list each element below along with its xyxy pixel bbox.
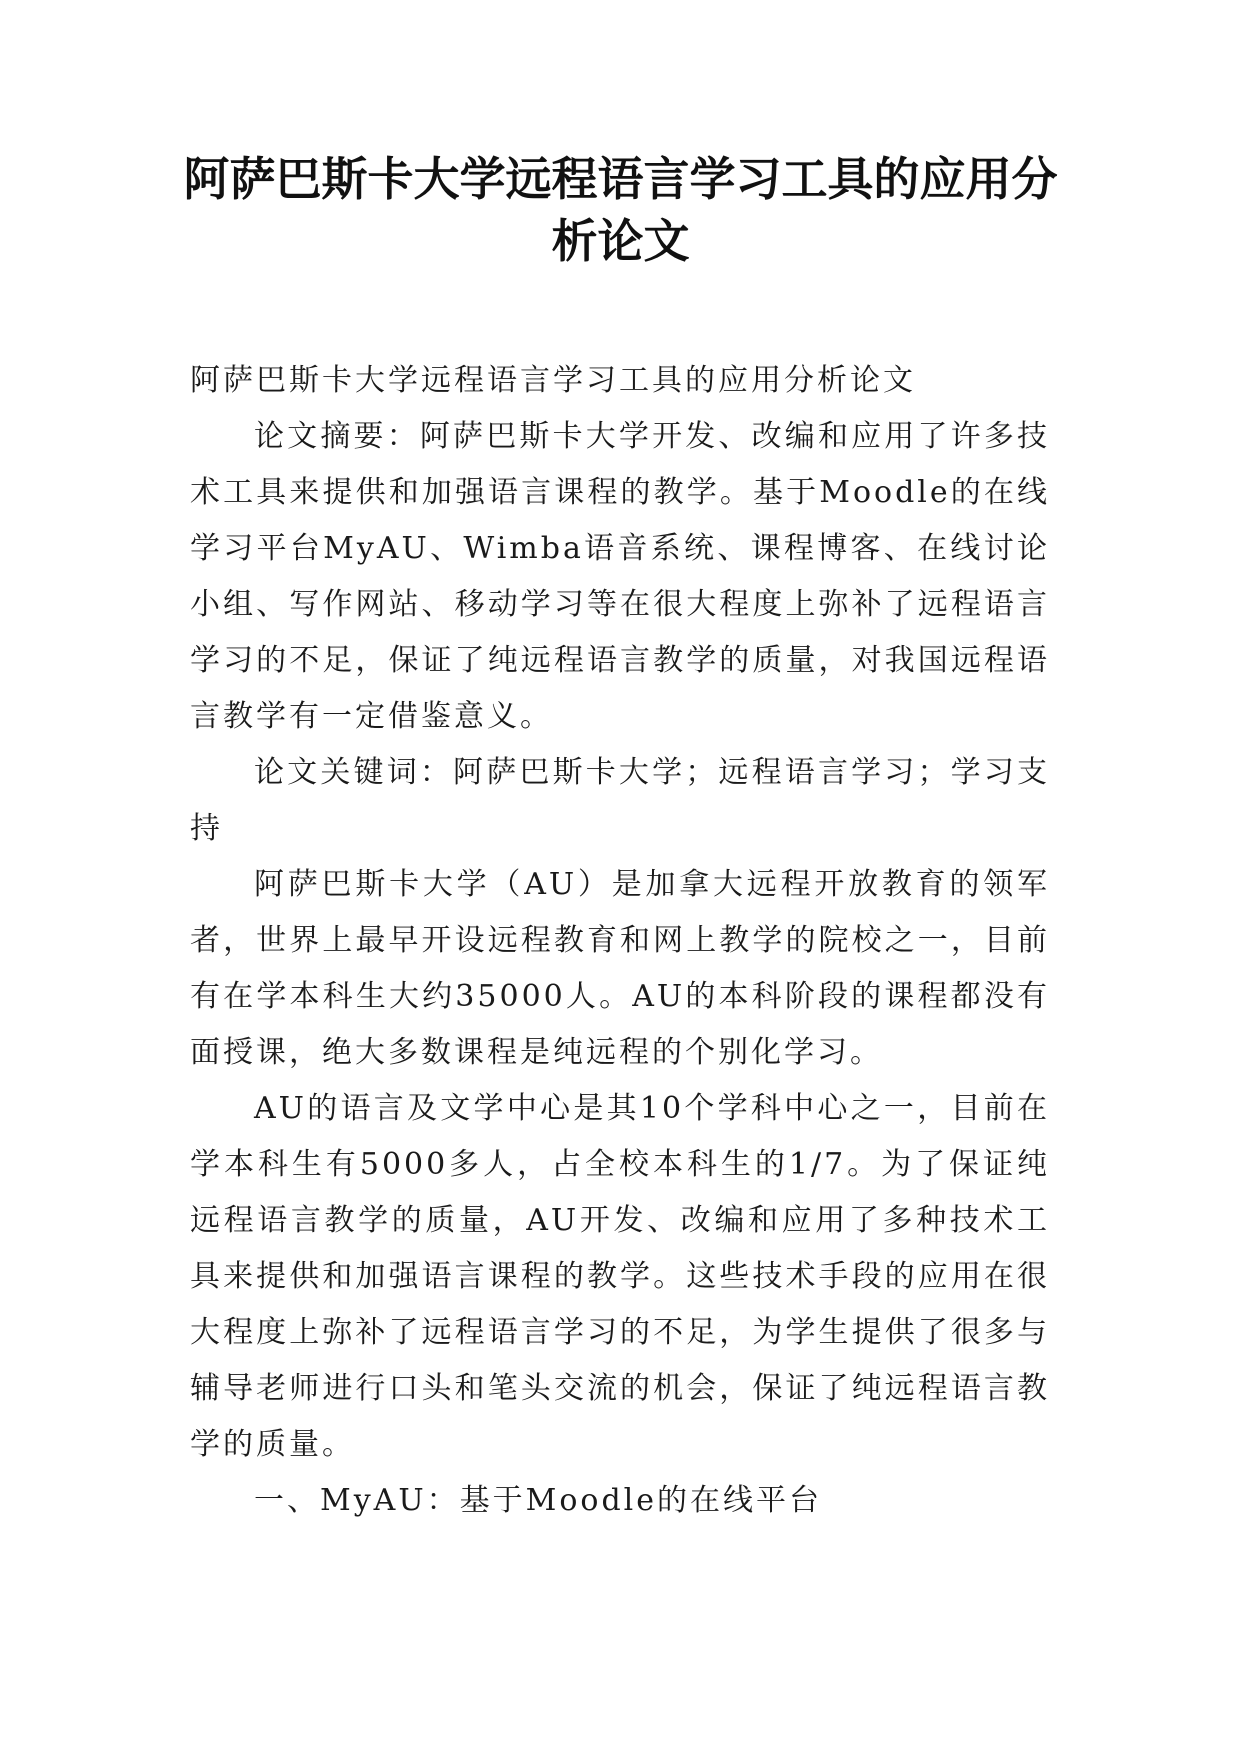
keywords-paragraph: 论文关键词：阿萨巴斯卡大学；远程语言学习；学习支持: [190, 755, 1050, 846]
document-body: [190, 353, 1050, 1529]
language-center-paragraph: AU的语言及文学中心是其10个学科中心之一，目前在学本科生有5000多人，占全校本科生的1/7。为了保证纯远程语言教学的质量，AU开发、改编和应用了多种技术工具来提供和加强语言课程的教学。这些技术手段的应用在很大程度上弥补了远程语言学习的不足，为学生提供了很多与辅导老师进行口头和笔头交流的机会，保证了纯远程语言教学的质量。: [190, 1091, 1050, 1462]
abstract-paragraph: 论文摘要：阿萨巴斯卡大学开发、改编和应用了许多技术工具来提供和加强语言课程的教学。基于Moodle的在线学习平台MyAU、Wimba语音系统、课程博客、在线讨论小组、写作网站、移动学习等在很大程度上弥补了远程语言学习的不足，保证了纯远程语言教学的质量，对我国远程语言教学有一定借鉴意义。: [190, 419, 1050, 734]
intro-paragraph: 阿萨巴斯卡大学（AU）是加拿大远程开放教育的领军者，世界上最早开设远程教育和网上教学的院校之一，目前有在学本科生大约35000人。AU的本科阶段的课程都没有面授课，绝大多数课程是纯远程的个别化学习。: [190, 867, 1050, 1070]
subtitle-paragraph: 阿萨巴斯卡大学远程语言学习工具的应用分析论文: [190, 363, 916, 398]
section-heading: 一、MyAU：基于Moodle的在线平台: [254, 1483, 823, 1518]
document-title: 阿萨巴斯卡大学远程语言学习工具的应用分析论文: [183, 152, 1058, 268]
